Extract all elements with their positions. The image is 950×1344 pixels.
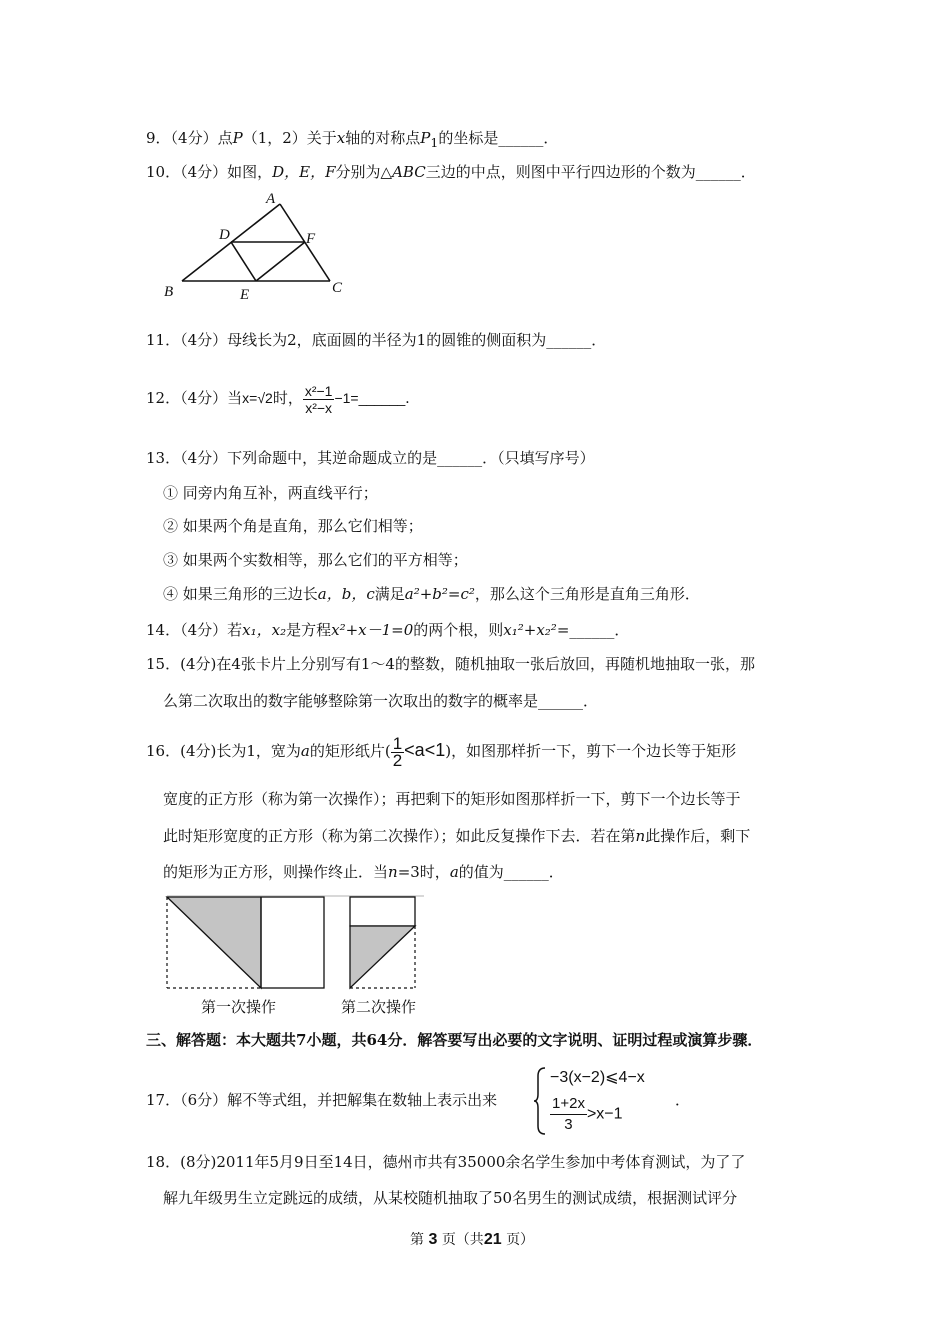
folding-figure-1 [164,893,334,995]
label-a: A [266,191,276,207]
question-16-line-1: 16．(4分)长为1，宽为a的矩形纸片( $\frac{1}{2}$ <a<1)，如图那样折一下，剪下一个边长等于矩形 [146,733,737,770]
label-d: D [219,227,230,243]
caption-first-operation: 第一次操作 [201,999,277,1016]
question-11: 11．（4分）母线长为2，底面圆的半径为1的圆锥的侧面积为______． [146,331,607,349]
question-13: 13．（4分）下列命题中，其逆命题成立的是______．（只填写序号） [146,449,595,467]
fraction-12: $\frac{\text{x²−1}}{\text{x²−x}}$ [304,382,333,416]
segment-de [231,242,256,281]
question-15-line-1: 15．(4分)在4张卡片上分别写有1～4的整数，随机抽取一张后放回，再随机地抽取一张，那 [146,655,755,673]
question-14: 14．（4分）若x₁，x₂是方程x²+x－1=0的两个根，则x₁²+x₂²=______． [146,621,630,639]
square-2 [350,897,415,926]
question-15-line-2: 么第二次取出的数字能够整除第一次取出的数字的概率是______． [163,692,599,710]
segment-ef [256,242,305,281]
q13-item-1: ① 同旁内角互补，两直线平行； [163,484,378,502]
caption-second-operation: 第二次操作 [341,999,417,1016]
folded-triangle-2 [350,926,415,988]
inequality-2: $\frac{1+2x}{3}$ >x−1 [552,1095,623,1133]
question-12: 12．（4分）当x=√2时， $\frac{\text{x²−1}}{\text{x²−x}}$ −1=______． [146,382,420,416]
label-c: C [332,280,343,296]
question-18-line-1: 18．(8分)2011年5月9日至14日，德州市共有35000余名学生参加中考体育测试，为了了 [146,1153,746,1171]
fraction-half: $\frac{1}{2}$ [392,733,403,770]
question-18-line-2: 解九年级男生立定跳远的成绩，从某校随机抽取了50名男生的测试成绩，根据测试评分 [163,1189,738,1207]
question-16-line-4: 的矩形为正方形，则操作终止．当n=3时，a的值为______． [163,863,564,881]
question-16-line-2: 宽度的正方形（称为第一次操作）；再把剩下的矩形如图那样折一下，剪下一个边长等于 [163,790,741,808]
fraction-17: $\frac{1+2x}{3}$ [552,1095,585,1133]
section-heading-3: 三、解答题：本大题共7小题，共64分．解答要写出必要的文字说明、证明过程或演算步骤． [146,1031,763,1049]
question-16-line-3: 此时矩形宽度的正方形（称为第二次操作）；如此反复操作下去．若在第n此操作后，剩下 [163,827,751,845]
page-footer: 第 3 页（共21 页） [410,1231,535,1248]
q13-item-3: ③ 如果两个实数相等，那么它们的平方相等； [163,551,468,569]
folding-figure-2 [347,893,427,995]
question-10: 10．（4分）如图，D，E，F分别为△ABC三边的中点，则图中平行四边形的个数为______． [146,163,756,181]
triangle-figure [160,190,360,310]
label-b: B [164,284,174,300]
q13-item-4: ④ 如果三角形的三边长a，b，c满足a²+b²=c²，那么这个三角形是直角三角形． [163,585,700,603]
inequality-1: −3(x−2)⩽4−x [550,1069,645,1086]
brace-icon [533,1066,547,1136]
label-f: F [306,231,316,247]
question-9: 9．（4分）点P（1，2）关于x轴的对称点$P_1$的坐标是______． [146,129,559,150]
square-1 [261,897,324,988]
folded-triangle-1 [167,897,261,988]
q13-item-2: ② 如果两个角是直角，那么它们相等； [163,517,423,535]
question-17: 17．（6分）解不等式组，并把解集在数轴上表示出来 [146,1091,498,1109]
q17-end: ． [675,1091,691,1109]
label-e: E [240,287,250,303]
